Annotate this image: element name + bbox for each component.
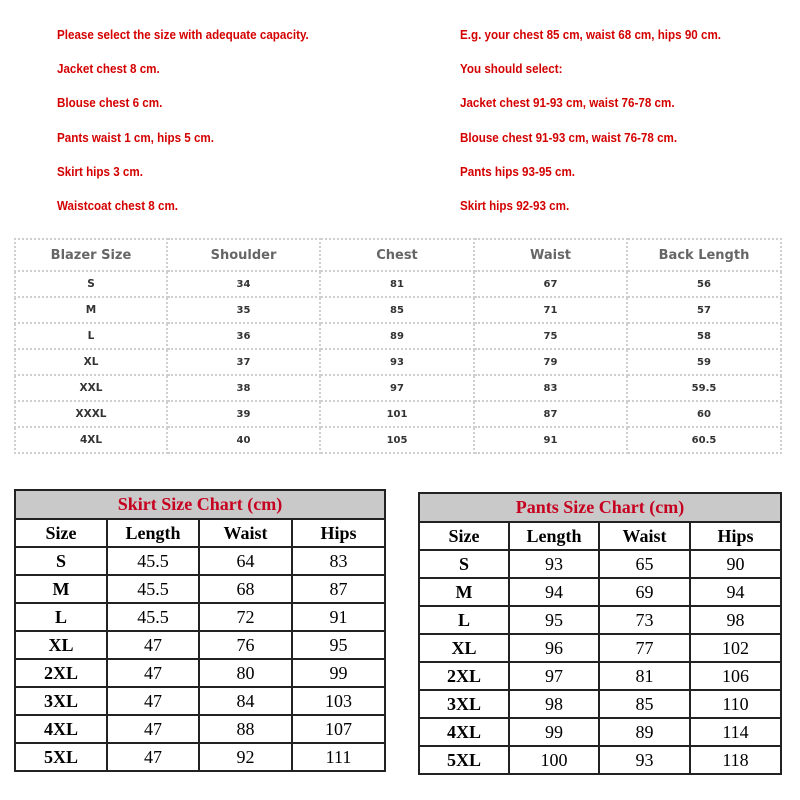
table-row [15, 659, 385, 687]
size-cell: 2XL [15, 659, 107, 687]
table-row [15, 631, 385, 659]
table-cell: 114 [690, 718, 781, 746]
table-row [419, 550, 781, 578]
table-cell: 94 [690, 578, 781, 606]
table-row [419, 606, 781, 634]
note-jacket: Jacket chest 8 cm. [57, 62, 160, 76]
pants-header-row [419, 522, 781, 550]
table-cell: 47 [107, 687, 199, 715]
size-cell: 3XL [419, 690, 509, 718]
header-cell: Chest [321, 238, 475, 272]
note-jacket-select: Jacket chest 91-93 cm, waist 76-78 cm. [460, 96, 675, 110]
skirt-size-chart [14, 489, 386, 772]
table-cell: 98 [690, 606, 781, 634]
table-cell: 40 [168, 428, 321, 454]
table-cell: 88 [199, 715, 292, 743]
note-example: E.g. your chest 85 cm, waist 68 cm, hips 90 cm. [460, 28, 722, 42]
size-cell: 5XL [419, 746, 509, 774]
table-cell: 102 [690, 634, 781, 662]
table-row [15, 575, 385, 603]
size-cell: M [14, 298, 168, 324]
table-cell: 89 [599, 718, 690, 746]
table-row [419, 746, 781, 774]
table-cell: 91 [475, 428, 628, 454]
table-cell: 75 [475, 324, 628, 350]
table-cell: 83 [475, 376, 628, 402]
table-cell: 85 [321, 298, 475, 324]
table-cell: 92 [199, 743, 292, 771]
table-cell: 37 [168, 350, 321, 376]
table-cell: 101 [321, 402, 475, 428]
table-cell: 69 [599, 578, 690, 606]
size-cell: S [419, 550, 509, 578]
size-cell: 2XL [419, 662, 509, 690]
table-cell: 68 [199, 575, 292, 603]
table-cell: 87 [475, 402, 628, 428]
table-cell: 96 [509, 634, 599, 662]
size-cell: 5XL [15, 743, 107, 771]
header-cell: Shoulder [168, 238, 321, 272]
table-cell: 36 [168, 324, 321, 350]
size-cell: L [419, 606, 509, 634]
table-cell: 72 [199, 603, 292, 631]
table-cell: 99 [509, 718, 599, 746]
table-cell: 59 [628, 350, 782, 376]
table-cell: 87 [292, 575, 385, 603]
size-cell: S [15, 547, 107, 575]
header-cell: Blazer Size [14, 238, 168, 272]
table-cell: 80 [199, 659, 292, 687]
blazer-header-row [14, 238, 782, 272]
note-should-select: You should select: [460, 62, 563, 76]
table-cell: 89 [321, 324, 475, 350]
table-cell: 105 [321, 428, 475, 454]
table-cell: 47 [107, 659, 199, 687]
header-cell: Length [107, 519, 199, 547]
table-cell: 99 [292, 659, 385, 687]
table-cell: 98 [509, 690, 599, 718]
header-cell: Back Length [628, 238, 782, 272]
table-cell: 47 [107, 743, 199, 771]
table-cell: 59.5 [628, 376, 782, 402]
table-cell: 45.5 [107, 547, 199, 575]
size-cell: L [14, 324, 168, 350]
table-row [14, 428, 782, 454]
size-cell: 4XL [14, 428, 168, 454]
header-cell: Length [509, 522, 599, 550]
table-cell: 93 [321, 350, 475, 376]
table-cell: 64 [199, 547, 292, 575]
table-row [14, 376, 782, 402]
table-cell: 84 [199, 687, 292, 715]
table-cell: 85 [599, 690, 690, 718]
table-cell: 47 [107, 631, 199, 659]
table-cell: 83 [292, 547, 385, 575]
pants-chart-title: Pants Size Chart (cm) [419, 493, 781, 522]
table-cell: 97 [509, 662, 599, 690]
table-cell: 60.5 [628, 428, 782, 454]
table-cell: 81 [599, 662, 690, 690]
table-row [419, 634, 781, 662]
note-pants: Pants waist 1 cm, hips 5 cm. [57, 131, 215, 145]
table-cell: 93 [509, 550, 599, 578]
table-cell: 106 [690, 662, 781, 690]
size-cell: 3XL [15, 687, 107, 715]
table-row [14, 298, 782, 324]
size-cell: L [15, 603, 107, 631]
table-cell: 107 [292, 715, 385, 743]
size-cell: XXL [14, 376, 168, 402]
table-cell: 57 [628, 298, 782, 324]
size-cell: XL [419, 634, 509, 662]
table-cell: 76 [199, 631, 292, 659]
note-skirt: Skirt hips 3 cm. [57, 165, 143, 179]
table-cell: 97 [321, 376, 475, 402]
table-cell: 45.5 [107, 575, 199, 603]
table-cell: 93 [599, 746, 690, 774]
size-cell: XL [15, 631, 107, 659]
table-cell: 58 [628, 324, 782, 350]
size-cell: XL [14, 350, 168, 376]
table-cell: 34 [168, 272, 321, 298]
table-row [15, 687, 385, 715]
header-cell: Hips [292, 519, 385, 547]
header-cell: Size [15, 519, 107, 547]
table-cell: 118 [690, 746, 781, 774]
size-cell: 4XL [15, 715, 107, 743]
blazer-size-table [14, 238, 782, 454]
note-pants-select: Pants hips 93-95 cm. [460, 165, 576, 179]
table-cell: 45.5 [107, 603, 199, 631]
table-cell: 95 [292, 631, 385, 659]
note-blouse-select: Blouse chest 91-93 cm, waist 76-78 cm. [460, 131, 678, 145]
table-cell: 39 [168, 402, 321, 428]
table-cell: 91 [292, 603, 385, 631]
size-cell: M [15, 575, 107, 603]
table-cell: 100 [509, 746, 599, 774]
note-capacity: Please select the size with adequate capacity. [57, 28, 309, 42]
table-row [419, 662, 781, 690]
table-row [14, 324, 782, 350]
note-waistcoat: Waistcoat chest 8 cm. [57, 199, 179, 213]
table-cell: 60 [628, 402, 782, 428]
table-row [15, 547, 385, 575]
size-cell: M [419, 578, 509, 606]
table-cell: 67 [475, 272, 628, 298]
skirt-header-row [15, 519, 385, 547]
size-cell: S [14, 272, 168, 298]
skirt-chart-title: Skirt Size Chart (cm) [15, 490, 385, 519]
table-cell: 79 [475, 350, 628, 376]
pants-size-chart [418, 492, 782, 775]
table-cell: 90 [690, 550, 781, 578]
note-blouse: Blouse chest 6 cm. [57, 96, 163, 110]
table-cell: 73 [599, 606, 690, 634]
table-row [14, 402, 782, 428]
header-cell: Hips [690, 522, 781, 550]
table-cell: 47 [107, 715, 199, 743]
table-cell: 56 [628, 272, 782, 298]
table-cell: 77 [599, 634, 690, 662]
note-skirt-select: Skirt hips 92-93 cm. [460, 199, 570, 213]
table-cell: 65 [599, 550, 690, 578]
header-cell: Size [419, 522, 509, 550]
table-row [15, 743, 385, 771]
size-cell: XXXL [14, 402, 168, 428]
table-row [14, 272, 782, 298]
table-row [419, 578, 781, 606]
table-cell: 81 [321, 272, 475, 298]
table-cell: 103 [292, 687, 385, 715]
size-cell: 4XL [419, 718, 509, 746]
table-cell: 111 [292, 743, 385, 771]
table-cell: 110 [690, 690, 781, 718]
header-cell: Waist [475, 238, 628, 272]
table-row [15, 603, 385, 631]
table-row [14, 350, 782, 376]
table-row [419, 718, 781, 746]
table-row [15, 715, 385, 743]
table-cell: 35 [168, 298, 321, 324]
table-cell: 38 [168, 376, 321, 402]
header-cell: Waist [599, 522, 690, 550]
table-cell: 94 [509, 578, 599, 606]
table-cell: 71 [475, 298, 628, 324]
table-cell: 95 [509, 606, 599, 634]
table-row [419, 690, 781, 718]
header-cell: Waist [199, 519, 292, 547]
